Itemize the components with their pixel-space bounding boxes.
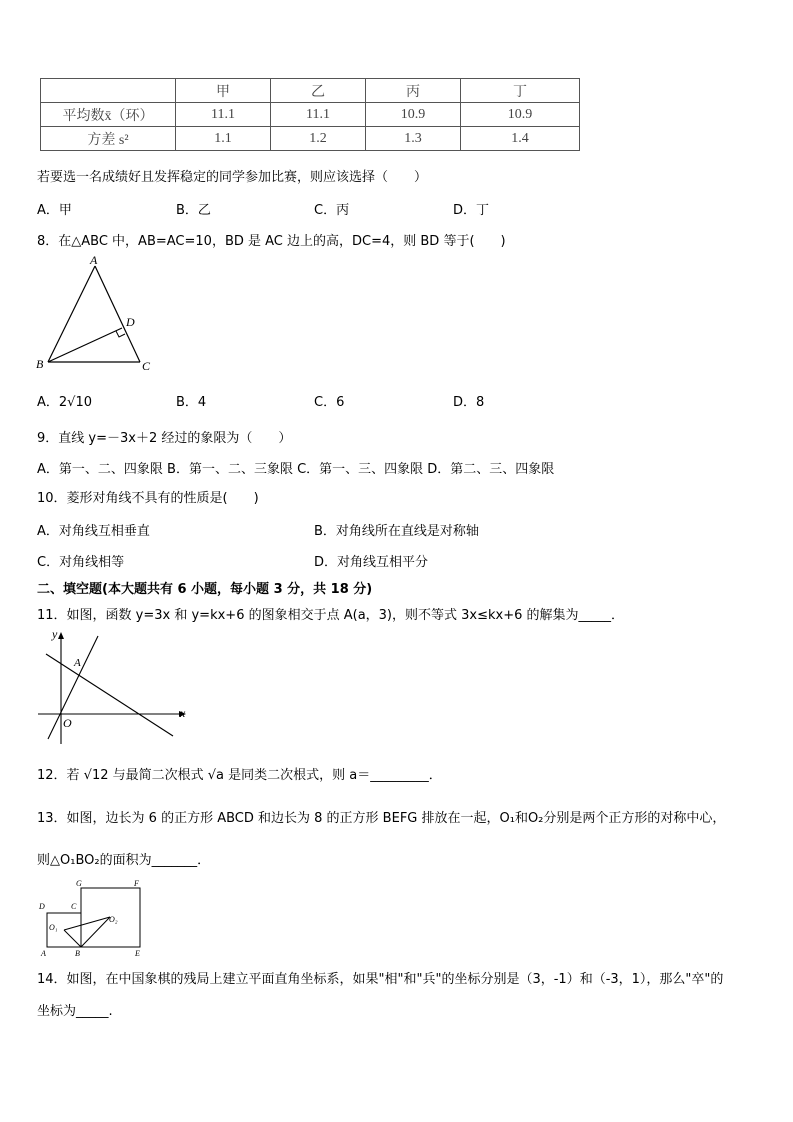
q8-stem: 8．在△ABC 中，AB=AC=10，BD 是 AC 边上的高，DC=4，则 BD 等于( ) <box>37 234 506 249</box>
q7-option-b: B．乙 <box>176 203 211 218</box>
triangle-diagram <box>30 252 160 374</box>
variance-table <box>40 78 580 151</box>
q10-option-c: C．对角线相等 <box>37 555 125 570</box>
table-cell: 10.9 <box>366 103 461 127</box>
point-label-e: E <box>135 949 140 958</box>
point-label-g: G <box>76 879 82 888</box>
table-row <box>41 103 580 127</box>
table-header-cell: 丙 <box>366 79 461 103</box>
table-cell: 1.4 <box>461 127 580 151</box>
point-label-c: C <box>71 902 77 911</box>
point-label-f: F <box>134 879 139 888</box>
table-cell: 1.3 <box>366 127 461 151</box>
table-header-cell: 丁 <box>461 79 580 103</box>
table-cell: 平均数x̄（环） <box>41 103 176 127</box>
table-header-cell: 乙 <box>271 79 366 103</box>
axis-label-x: x <box>180 706 186 720</box>
q9-options: A．第一、二、四象限 B．第一、二、三象限 C．第一、三、四象限 D．第二、三、四象限 <box>37 462 555 477</box>
table-header-cell: 甲 <box>176 79 271 103</box>
point-label-a: A <box>90 253 98 267</box>
q8-option-b: B．4 <box>176 395 207 410</box>
q10-stem: 10．菱形对角线不具有的性质是( ) <box>37 491 259 506</box>
squares-diagram <box>35 876 155 958</box>
q13-stem-line1: 13．如图，边长为 6 的正方形 ABCD 和边长为 8 的正方形 BEFG 排放在一起，O₁和O₂分别是两个正方形的对称中心， <box>37 811 726 826</box>
point-label-a: A <box>41 949 46 958</box>
table-header-row <box>41 79 580 103</box>
origin-label: O <box>63 716 72 730</box>
q10-option-a: A．对角线互相垂直 <box>37 524 150 539</box>
table-cell: 1.2 <box>271 127 366 151</box>
q14-stem-line2: 坐标为_____. <box>37 1004 113 1019</box>
q10-option-b: B．对角线所在直线是对称轴 <box>314 524 479 539</box>
q7-option-a: A．甲 <box>37 203 72 218</box>
q13-stem-line2: 则△O₁BO₂的面积为_______． <box>37 853 211 868</box>
table-cell: 11.1 <box>176 103 271 127</box>
q7-option-d: D．丁 <box>453 203 490 218</box>
q8-option-c: C．6 <box>314 395 345 410</box>
table-cell: 11.1 <box>271 103 366 127</box>
function-graph <box>30 626 195 751</box>
table-cell: 1.1 <box>176 127 271 151</box>
table-cell: 10.9 <box>461 103 580 127</box>
q9-stem: 9．直线 y=－3x＋2 经过的象限为（ ） <box>37 431 292 446</box>
point-label-b: B <box>36 357 44 371</box>
table-header-cell <box>41 79 176 103</box>
q12-stem: 12．若 √12 与最简二次根式 √a 是同类二次根式，则 a＝_________． <box>37 768 442 783</box>
axis-label-y: y <box>52 627 58 641</box>
point-label-a: A <box>74 657 81 669</box>
q11-stem: 11．如图，函数 y=3x 和 y=kx+6 的图象相交于点 A(a，3)，则不等式 3x≤kx+6 的解集为_____． <box>37 608 625 623</box>
q8-option-d: D．8 <box>453 395 485 410</box>
point-label-o2: O₂ <box>109 915 118 924</box>
point-label-b: B <box>75 949 80 958</box>
point-label-d: D <box>39 902 45 911</box>
point-label-d: D <box>126 315 135 329</box>
q7-option-c: C．丙 <box>314 203 350 218</box>
q14-stem-line1: 14．如图，在中国象棋的残局上建立平面直角坐标系，如果"相"和"兵"的坐标分别是（3，-1）和（-3，1），那么"卒"的 <box>37 972 724 987</box>
table-row <box>41 127 580 151</box>
table-cell: 方差 s² <box>41 127 176 151</box>
point-label-c: C <box>142 359 151 373</box>
q7-stem: 若要选一名成绩好且发挥稳定的同学参加比赛，则应该选择（ ） <box>37 170 428 185</box>
q10-option-d: D．对角线互相平分 <box>314 555 429 570</box>
q8-option-a: A．2√10 <box>37 395 92 410</box>
point-label-o1: O₁ <box>49 923 58 932</box>
section-heading: 二、填空题(本大题共有 6 小题，每小题 3 分，共 18 分) <box>37 582 373 597</box>
